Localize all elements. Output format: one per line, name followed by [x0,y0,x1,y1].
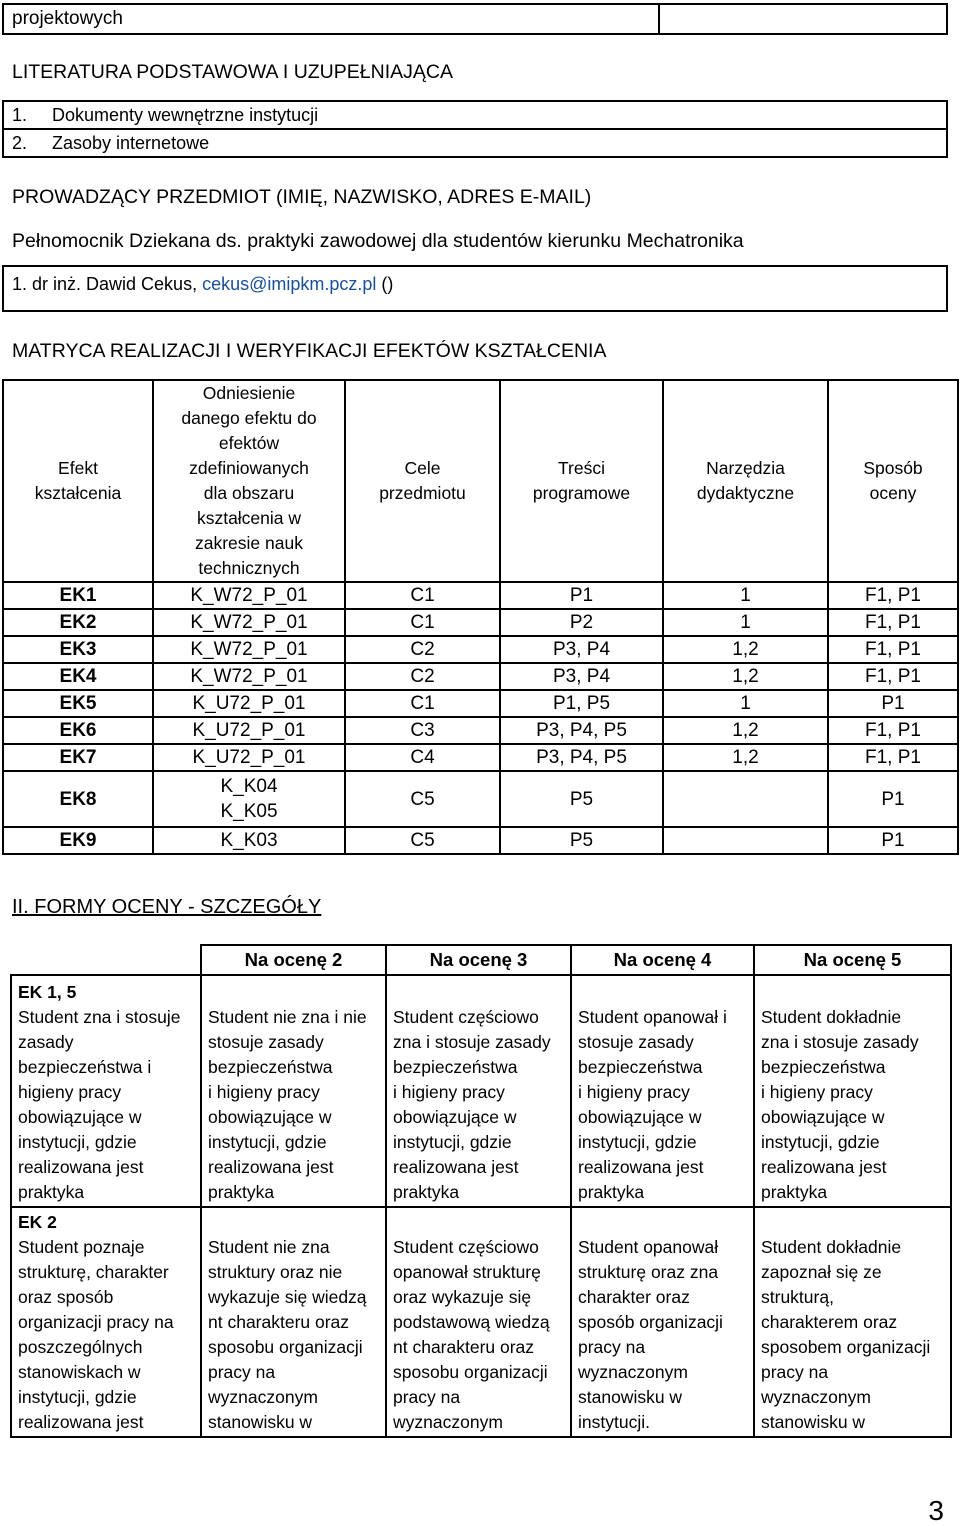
prowadzacy-email-link[interactable]: cekus@imipkm.pcz.pl [202,274,377,294]
table-row [3,636,958,663]
table-cell: C4 [345,744,500,771]
grade-header: Na ocenę 4 [571,945,754,975]
prowadzacy-person-suffix: () [376,274,394,294]
matryca-header-cell: Narzędzia dydaktyczne [663,380,828,582]
matryca-header-cell: Sposób oceny [828,380,958,582]
grade-cell: Student opanował i stosuje zasady bezpieczeństwa i higieny pracy obowiązujące w instytucji, gdzie realizowana jest praktyka [571,975,754,1207]
table-row [3,663,958,690]
prowadzacy-person [12,275,393,293]
grade-cell: Student częściowo zna i stosuje zasady bezpieczeństwa i higieny pracy obowiązujące w instytucji, gdzie realizowana jest praktyka [386,975,571,1207]
table-cell: F1, P1 [828,582,958,609]
table-cell: P1 [828,827,958,854]
table-cell: 1 [663,609,828,636]
table-cell: 1,2 [663,717,828,744]
header-row-right [658,3,948,35]
table-cell: EK3 [3,636,153,663]
page-number: 3 [928,1495,944,1526]
table-row [3,771,958,827]
table-cell: EK6 [3,717,153,744]
matryca-table [2,379,959,855]
table-cell: F1, P1 [828,636,958,663]
table-cell: K_W72_P_01 [153,636,345,663]
table-cell: C5 [345,827,500,854]
table-cell: P5 [500,827,663,854]
table-row [3,827,958,854]
literatura-item-2: Zasoby internetowe [52,133,210,153]
table-cell: P1 [500,582,663,609]
matryca-header-cell: Treści programowe [500,380,663,582]
table-row [11,1207,951,1437]
formy-header-row [11,945,951,975]
formy-table [10,944,952,1438]
ek-label: EK 2 [18,1212,57,1232]
table-cell: K_U72_P_01 [153,717,345,744]
table-cell: F1, P1 [828,744,958,771]
table-cell: K_W72_P_01 [153,609,345,636]
table-cell: F1, P1 [828,609,958,636]
grade-cell: Student opanował strukturę oraz zna charakter oraz sposób organizacji pracy na wyznaczonym stanowisku w instytucji. [571,1207,754,1437]
grade-cell: Student nie zna struktury oraz nie wykazuje się wiedzą nt charakteru oraz sposobu organizacji pracy na wyznaczonym stanowisku w [201,1207,386,1437]
table-cell: EK7 [3,744,153,771]
table-row [3,609,958,636]
table-cell: 1 [663,582,828,609]
table-cell: P3, P4 [500,663,663,690]
table-cell: P3, P4, P5 [500,717,663,744]
table-cell: F1, P1 [828,717,958,744]
table-cell: EK8 [3,771,153,827]
literatura-title: LITERATURA PODSTAWOWA I UZUPEŁNIAJĄCA [12,61,453,83]
table-row [3,690,958,717]
table-cell: 1 [663,690,828,717]
matryca-header-cell: Cele przedmiotu [345,380,500,582]
table-row [3,744,958,771]
table-cell: C1 [345,582,500,609]
literatura-item-1-num: 1. [12,105,28,125]
formy-title: II. FORMY OCENY - SZCZEGÓŁY [12,896,322,918]
ek-description: Student zna i stosuje zasady bezpieczeństwa i higieny pracy obowiązujące w instytucji, gdzie realizowana jest praktyka [18,1007,181,1202]
matryca-header-row [3,380,958,582]
table-row [3,717,958,744]
literatura-item-1: Dokumenty wewnętrzne instytucji [52,105,319,125]
table-cell: EK9 [3,827,153,854]
table-cell: C1 [345,609,500,636]
table-cell: P3, P4 [500,636,663,663]
ek-description-cell [11,975,201,1207]
grade-header: Na ocenę 5 [754,945,951,975]
table-cell [663,771,828,827]
table-cell: P5 [500,771,663,827]
table-cell: C1 [345,690,500,717]
table-cell: EK4 [3,663,153,690]
table-row [3,582,958,609]
grade-header: Na ocenę 2 [201,945,386,975]
table-cell: K_U72_P_01 [153,690,345,717]
ek-description-cell [11,1207,201,1437]
table-cell: 1,2 [663,636,828,663]
table-cell: EK1 [3,582,153,609]
table-cell: 1,2 [663,744,828,771]
table-cell: C5 [345,771,500,827]
literatura-divider [2,128,948,130]
table-cell: P1 [828,771,958,827]
grade-cell: Student częściowo opanował strukturę oraz wykazuje się podstawową wiedzą nt charakteru oraz sposobu organizacji pracy na wyznaczonym [386,1207,571,1437]
table-cell: K_K03 [153,827,345,854]
grade-header: Na ocenę 3 [386,945,571,975]
table-cell: K_K04 K_K05 [153,771,345,827]
matryca-header-cell: Efekt kształcenia [3,380,153,582]
matryca-header-cell: Odniesienie danego efektu do efektów zdefiniowanych dla obszaru kształcenia w zakresie nauk technicznych [153,380,345,582]
table-cell: K_U72_P_01 [153,744,345,771]
table-cell: P3, P4, P5 [500,744,663,771]
table-cell: EK5 [3,690,153,717]
prowadzacy-person-name: 1. dr inż. Dawid Cekus, [12,274,203,294]
grade-cell: Student dokładnie zna i stosuje zasady bezpieczeństwa i higieny pracy obowiązujące w instytucji, gdzie realizowana jest praktyka [754,975,951,1207]
ek-description: Student poznaje strukturę, charakter oraz sposób organizacji pracy na poszczególnych stanowiskach w instytucji, gdzie realizowana jest [18,1237,174,1432]
table-row [11,975,951,1207]
table-cell: K_W72_P_01 [153,663,345,690]
header-row-text: projektowych [12,8,123,29]
literatura-item-2-num: 2. [12,133,28,153]
table-cell [663,827,828,854]
formy-header-empty [11,945,201,975]
table-cell: P1 [828,690,958,717]
ek-label: EK 1, 5 [18,982,77,1002]
grade-cell: Student nie zna i nie stosuje zasady bezpieczeństwa i higieny pracy obowiązujące w instytucji, gdzie realizowana jest praktyka [201,975,386,1207]
grade-cell: Student dokładnie zapoznał się ze strukturą, charakterem oraz sposobem organizacji pracy na wyznaczonym stanowisku w [754,1207,951,1437]
table-cell: P1, P5 [500,690,663,717]
prowadzacy-title: PROWADZĄCY PRZEDMIOT (IMIĘ, NAZWISKO, ADRES E-MAIL) [12,186,592,208]
table-cell: 1,2 [663,663,828,690]
table-cell: F1, P1 [828,663,958,690]
table-cell: EK2 [3,609,153,636]
table-cell: P2 [500,609,663,636]
table-cell: C3 [345,717,500,744]
table-cell: C2 [345,663,500,690]
table-cell: C2 [345,636,500,663]
prowadzacy-subtitle: Pełnomocnik Dziekana ds. praktyki zawodowej dla studentów kierunku Mechatronika [12,230,744,252]
table-cell: K_W72_P_01 [153,582,345,609]
matryca-title: MATRYCA REALIZACJI I WERYFIKACJI EFEKTÓW KSZTAŁCENIA [12,340,607,362]
